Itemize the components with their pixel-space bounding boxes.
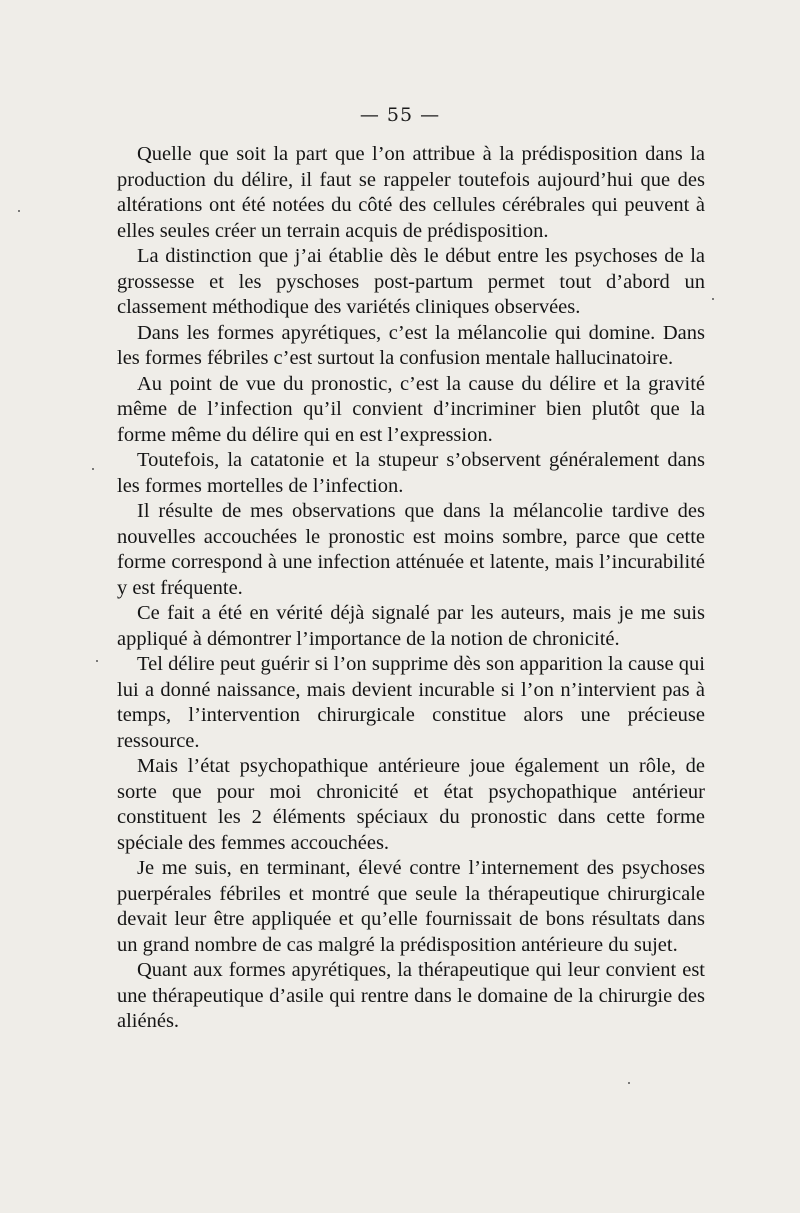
paragraph-7: Ce fait a été en vérité déjà signalé par les auteurs, mais je me suis appliqué à démontrer l’importance de la notion de chronicité. bbox=[117, 602, 705, 650]
paragraph-9: Mais l’état psychopathique antérieure joue également un rôle, de sorte que pour moi chronicité et état psychopathique antérieur constituent les 2 éléments spéciaux du pronostic dans cette forme spéciale des femmes accouchées. bbox=[117, 755, 705, 854]
paragraph-4: Au point de vue du pronostic, c’est la cause du délire et la gravité même de l’infection qu’il convient d’incriminer bien plutôt que la forme même du délire qui en est l’expression. bbox=[117, 372, 705, 446]
paragraph-1: Quelle que soit la part que l’on attribue à la prédisposition dans la production du délire, il faut se rappeler toutefois aujourd’hui que des altérations ont été notées du côté des cellules cérébrales qui peuvent à elles seules créer un terrain acquis de prédisposition. bbox=[117, 143, 705, 242]
paragraph-11: Quant aux formes apyrétiques, la thérapeutique qui leur convient est une thérapeutique d’asile qui rentre dans le domaine de la chirurgie des aliénés. bbox=[117, 959, 705, 1032]
paragraph-10: Je me suis, en terminant, élevé contre l’internement des psychoses puerpérales fébriles et montré que seule la thérapeutique chirurgicale devait leur être appliquée et qu’elle fournissait de bons résultats dans un grand nombre de cas malgré la prédisposition antérieure du sujet. bbox=[117, 857, 705, 956]
paper-speck bbox=[18, 210, 20, 212]
paragraph-8: Tel délire peut guérir si l’on supprime dès son apparition la cause qui lui a donné naissance, mais devient incurable si l’on n’intervient pas à temps, l’intervention chirurgicale constitue alors une précieuse ressource. bbox=[117, 653, 705, 752]
body-text bbox=[117, 142, 705, 1035]
paragraph-2: La distinction que j’ai établie dès le début entre les psychoses de la grossesse et les pyschoses post-partum permet tout d’abord un classement méthodique des variétés cliniques observées. bbox=[117, 245, 705, 318]
paper-speck bbox=[96, 660, 98, 662]
page-number: — 55 — bbox=[359, 104, 441, 126]
paper-speck bbox=[712, 298, 714, 300]
paragraph-5: Toutefois, la catatonie et la stupeur s’observent généralement dans les formes mortelles de l’infection. bbox=[117, 449, 705, 497]
paper-speck bbox=[92, 468, 94, 470]
paper-speck bbox=[628, 1082, 630, 1084]
paragraph-6: Il résulte de mes observations que dans la mélancolie tardive des nouvelles accouchées le pronostic est moins sombre, parce que cette forme correspond à une infection atténuée et latente, mais l’incurabilité y est fréquente. bbox=[117, 500, 705, 599]
paragraph-3: Dans les formes apyrétiques, c’est la mélancolie qui domine. Dans les formes fébriles c’est surtout la confusion mentale hallucinatoire. bbox=[117, 321, 705, 369]
